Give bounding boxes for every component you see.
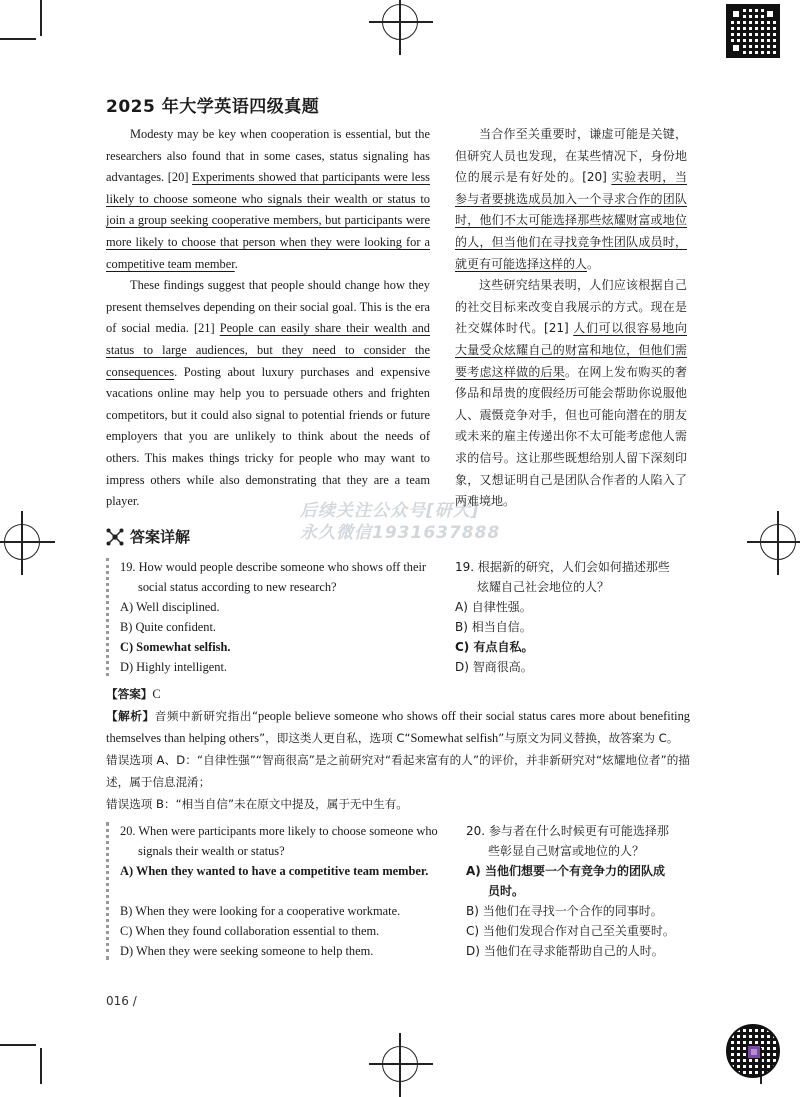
option-d: D) Highly intelligent. bbox=[120, 660, 228, 674]
passage-text: 这些研究结果表明，人们应该根据自己的社交目标来改变自我展示的方式。现在是社交媒体时代。[21] bbox=[455, 278, 687, 336]
question-stem: signals their wealth or status? bbox=[138, 844, 285, 858]
passage-text: . bbox=[234, 256, 238, 271]
wrong-option-note: 错误选项 A、D：“自律性强”“智商很高”是之前研究对“看起来富有的人”的评价，并非新研究对“炫耀地位者”的描述，属于信息混淆； bbox=[106, 753, 690, 789]
question-stem: 炫耀自己社会地位的人？ bbox=[477, 580, 610, 594]
option-c: C) 有点自私。 bbox=[455, 640, 534, 654]
option-c: C) Somewhat selfish. bbox=[120, 640, 231, 654]
passage-text: . Posting about luxury purchases and expensive vacations online may help you to persuade others and frighten competitors, but it could also signal to potential friends or future employers that you are unlikely to think about the needs of others. This makes things tricky for people who may want to impress others while also demonstrating that they are a team player. bbox=[106, 364, 430, 509]
option-d: D) When they were seeking someone to help them. bbox=[120, 944, 374, 958]
wrong-option-note: 错误选项 B：“相当自信”未在原文中提及，属于无中生有。 bbox=[106, 797, 408, 811]
underlined-sentence: 实验表明，当参与者要挑选成员加入一个寻求合作的团队时，他们不太可能选择那些炫耀财富或地位的人，但当他们在寻找竞争性团队成员时，就更有可能选择这样的人 bbox=[455, 170, 687, 271]
analysis-quote: people believe someone who shows off their social status cares more about benefiting themselves than helping others bbox=[106, 709, 690, 745]
question-19-chinese bbox=[455, 557, 695, 677]
section-heading bbox=[106, 526, 190, 547]
molecule-icon bbox=[106, 528, 124, 546]
option-b: B) When they were looking for a cooperative workmate. bbox=[120, 904, 401, 918]
option-a-continued: 员时。 bbox=[488, 884, 525, 898]
analysis-text: ”，即这类人更自私，选项 C“ bbox=[259, 731, 411, 745]
option-c: C) 当他们发现合作对自己至关重要时。 bbox=[466, 924, 675, 938]
section-title: 答案详解 bbox=[130, 528, 191, 546]
passage-paragraph bbox=[106, 275, 430, 513]
analysis-quote: Somewhat selfish bbox=[410, 731, 499, 745]
question-stem: 19. How would people describe someone who shows off their bbox=[120, 560, 427, 574]
watermark-line: 永久微信1931637888 bbox=[300, 523, 501, 543]
passage-text: These findings suggest that people should change how they present themselves depending on their social goal. This is the era of social media. [21] bbox=[106, 278, 430, 336]
analysis-text: 音频中新研究指出“ bbox=[154, 709, 259, 723]
option-c: C) When they found collaboration essential to them. bbox=[120, 924, 380, 938]
registration-mark-icon bbox=[760, 524, 796, 560]
passage-chinese bbox=[455, 124, 687, 513]
qr-code-icon bbox=[726, 4, 780, 58]
analysis-label: 【解析】 bbox=[106, 709, 155, 723]
question-19-box bbox=[106, 558, 109, 676]
registration-mark-icon bbox=[4, 524, 40, 560]
page-title: 2025 年大学英语四级真题 bbox=[106, 97, 320, 117]
question-20-english bbox=[120, 821, 450, 961]
watermark-line: 后续关注公众号[研大] bbox=[300, 501, 480, 521]
answer-value: C bbox=[152, 687, 161, 701]
crop-mark bbox=[40, 1048, 42, 1084]
option-b: B) Quite confident. bbox=[120, 620, 217, 634]
analysis-text: ”与原文为同义替换，故答案为 C。 bbox=[498, 731, 679, 745]
registration-mark-icon bbox=[382, 1046, 418, 1082]
crop-mark bbox=[0, 1044, 36, 1046]
question-19-english bbox=[120, 557, 440, 677]
question-stem: 20. When were participants more likely to choose someone who bbox=[120, 824, 438, 838]
passage-text: Modesty may be key when cooperation is essential, but the researchers also found that in some cases, status signaling has advantages. [20] bbox=[106, 127, 430, 185]
option-d: D) 智商很高。 bbox=[455, 660, 533, 674]
answer-analysis bbox=[106, 683, 690, 815]
option-a: A) Well disciplined. bbox=[120, 600, 220, 614]
passage-paragraph bbox=[106, 124, 430, 275]
underlined-sentence: 人们可以很容易地向大量受众炫耀自己的财富和地位，但他们需要考虑这样做的后果 bbox=[455, 321, 687, 379]
underlined-sentence: Experiments showed that participants were less likely to choose someone who signals their wealth or status to join a group seeking cooperative members, but participants were more likely to choose that person when they were looking for a competitive team member bbox=[106, 170, 430, 271]
option-a: A) 自律性强。 bbox=[455, 600, 532, 614]
registration-mark-icon bbox=[382, 4, 418, 40]
question-stem: 些彰显自己财富或地位的人？ bbox=[488, 844, 645, 858]
passage-text: 当合作至关重要时，谦虚可能是关键，但研究人员也发现，在某些情况下，身份地位的展示是有好处的。[20] bbox=[455, 127, 687, 185]
passage-paragraph bbox=[455, 275, 687, 513]
question-stem: 20. 参与者在什么时候更有可能选择那 bbox=[466, 824, 669, 838]
crop-mark bbox=[0, 38, 36, 40]
option-d: D) 当他们在寻求能帮助自己的人时。 bbox=[466, 944, 664, 958]
question-stem: social status according to new research? bbox=[138, 580, 337, 594]
option-a: A) When they wanted to have a competitive team member. bbox=[120, 864, 429, 878]
passage-paragraph bbox=[455, 124, 687, 275]
question-stem: 19. 根据新的研究，人们会如何描述那些 bbox=[455, 560, 670, 574]
question-20-box bbox=[106, 822, 109, 960]
passage-english bbox=[106, 124, 430, 513]
option-a: A) 当他们想要一个有竞争力的团队成 bbox=[466, 864, 665, 878]
answer-line bbox=[106, 683, 690, 705]
watermark bbox=[300, 500, 510, 544]
underlined-sentence: People can easily share their wealth and status to large audiences, but they need to consider the consequences bbox=[106, 321, 431, 379]
crop-mark bbox=[40, 0, 42, 36]
passage-text: 。在网上发布购买的奢侈品和昂贵的度假经历可能会帮助你说服他人、震慑竞争对手，但也可能向潜在的朋友或未来的雇主传递出你不太可能考虑他人需求的信号。这让那些既想给别人留下深刻印象，又想证明自己是团队合作者的人陷入了两难境地。 bbox=[455, 364, 687, 509]
qr-code-icon bbox=[726, 1024, 780, 1078]
page-number: 016 / bbox=[106, 994, 137, 1008]
question-20-chinese bbox=[466, 821, 696, 961]
option-b: B) 当他们在寻找一个合作的同事时。 bbox=[466, 904, 663, 918]
passage-text: 。 bbox=[587, 256, 600, 271]
answer-label: 【答案】 bbox=[106, 687, 153, 701]
option-b: B) 相当自信。 bbox=[455, 620, 532, 634]
analysis-paragraph bbox=[106, 705, 690, 749]
